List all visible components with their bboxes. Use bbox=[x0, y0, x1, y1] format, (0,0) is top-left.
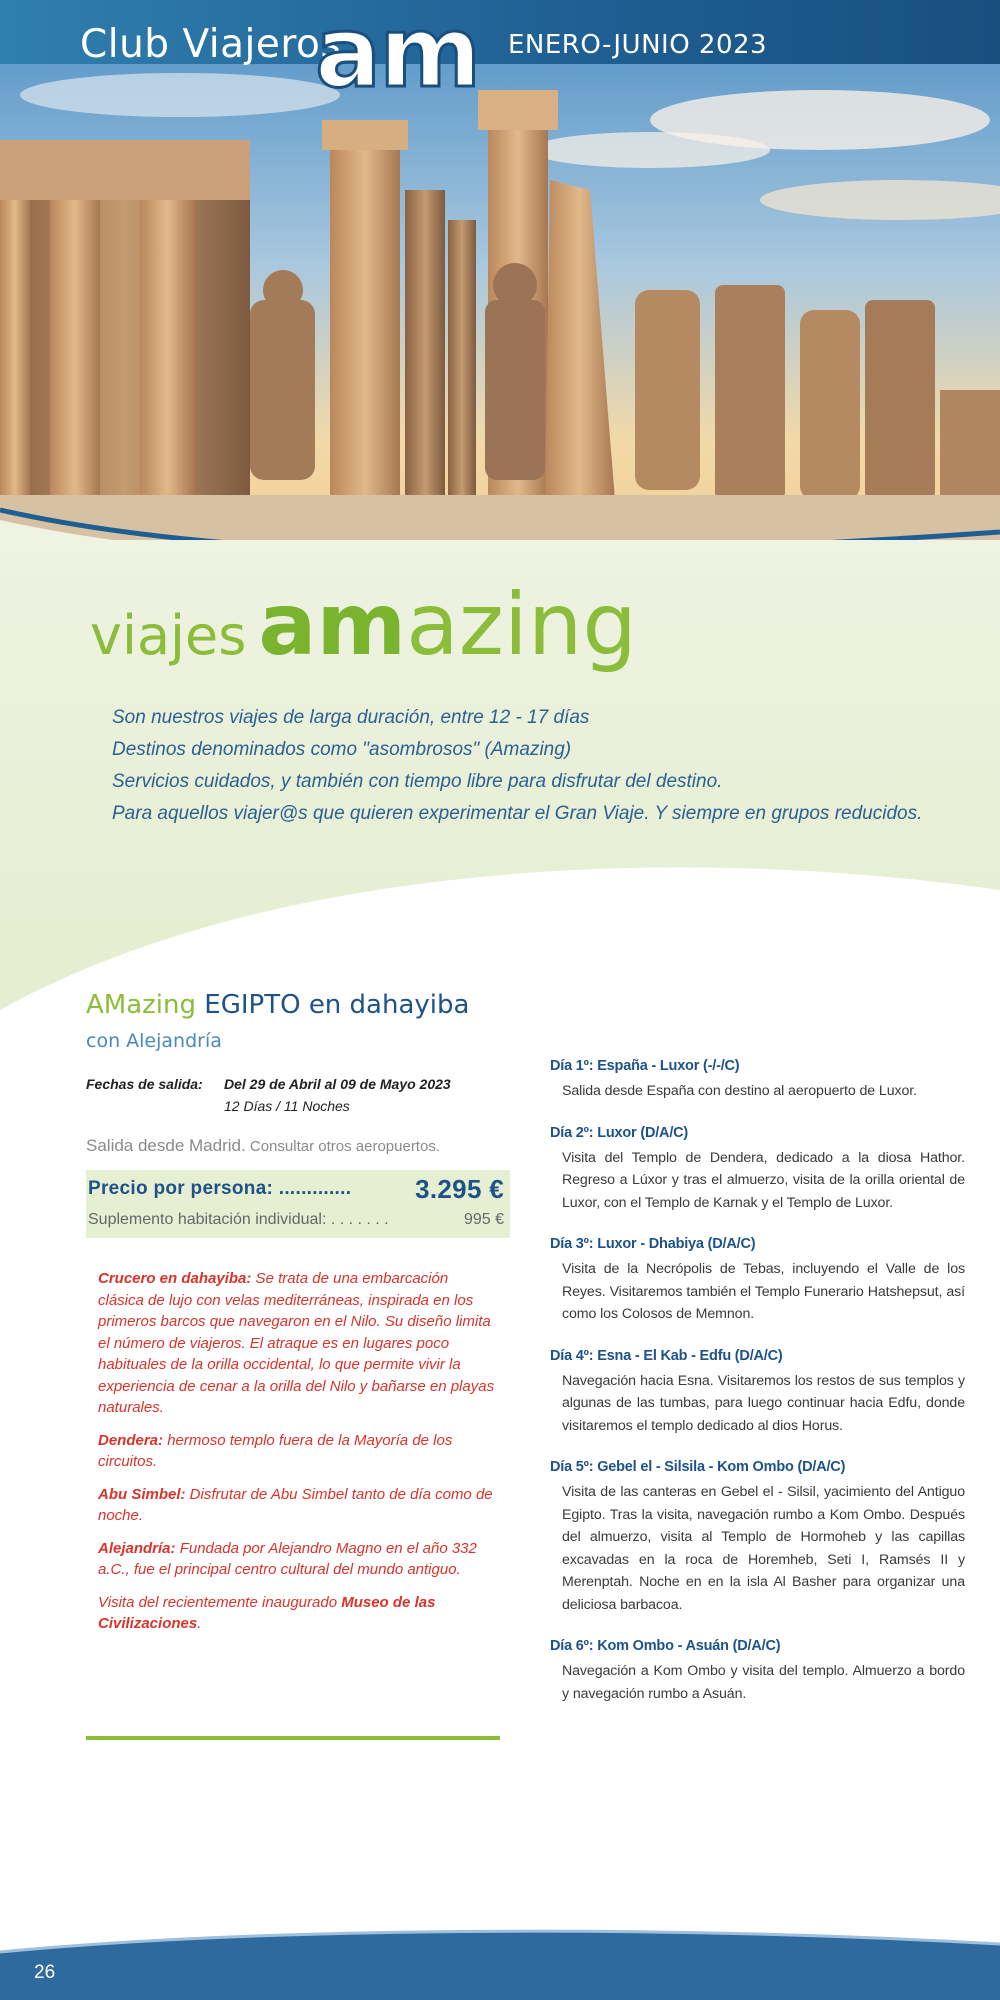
note-title: Crucero en dahayiba: bbox=[98, 1270, 252, 1287]
trip-summary bbox=[86, 990, 506, 1646]
price-value: 3.295 € bbox=[415, 1174, 504, 1204]
itinerary-day bbox=[550, 1236, 965, 1326]
trip-title-brand: AMazing bbox=[86, 990, 197, 1020]
note-crucero bbox=[98, 1268, 496, 1419]
note-abu-simbel bbox=[98, 1484, 496, 1527]
intro-line: Servicios cuidados, y también con tiempo libre para disfrutar del destino. bbox=[112, 771, 723, 792]
trip-title bbox=[86, 990, 506, 1020]
note-text: Visita del recientemente inaugurado bbox=[98, 1593, 342, 1611]
trip-duration: 12 Días / 11 Noches bbox=[224, 1098, 350, 1114]
dates-value: Del 29 de Abril al 09 de Mayo 2023 bbox=[224, 1076, 451, 1092]
note-title: Dendera: bbox=[98, 1431, 164, 1449]
day-description: Visita de la Necrópolis de Tebas, incluyendo el Valle de los Reyes. Visitaremos también el Templo Funerario Hatshepsut, así como los Colosos de Memnon. bbox=[562, 1261, 965, 1322]
price-label: Precio por persona: ............. bbox=[88, 1178, 352, 1199]
club-title: Club Viajeros bbox=[80, 22, 342, 67]
day-title: Día 1º: España - Luxor (-/-/C) bbox=[550, 1058, 740, 1074]
intro-line: Son nuestros viajes de larga duración, entre 12 - 17 días bbox=[112, 707, 590, 728]
note-text: Disfrutar de Abu Simbel tanto de día como de noche. bbox=[98, 1485, 493, 1524]
footer-band bbox=[0, 1920, 1000, 2000]
intro-line: Para aquellos viajer@s que quieren experimentar el Gran Viaje. Y siempre en grupos reducidos. bbox=[112, 803, 923, 824]
itinerary-day bbox=[550, 1125, 965, 1215]
day-description: Navegación a Kom Ombo y visita del templo. Almuerzo a bordo y navegación rumbo a Asuán. bbox=[562, 1663, 965, 1702]
period-label: ENERO-JUNIO 2023 bbox=[508, 30, 768, 60]
intro-line: Destinos denominados como "asombrosos" (Amazing) bbox=[112, 739, 572, 760]
brand-logo: am bbox=[315, 0, 480, 110]
intro-title-prefix: viajes bbox=[90, 604, 247, 667]
note-text: . bbox=[197, 1615, 202, 1632]
note-text: hermoso templo fuera de la Mayoría de los circuitos. bbox=[98, 1431, 453, 1470]
temple-photo bbox=[0, 0, 1000, 590]
price-box bbox=[86, 1170, 510, 1238]
supplement-label: Suplemento habitación individual: . . . . . . . bbox=[88, 1211, 389, 1228]
day-description: Navegación hacia Esna. Visitaremos los restos de sus templos y algunas de las tumbas, para luego continuar hacia Edfu, donde visitaremos el templo dedicado al dios Horus. bbox=[562, 1372, 965, 1434]
note-dendera bbox=[98, 1430, 496, 1473]
day-title: Día 6º: Kom Ombo - Asuán (D/A/C) bbox=[550, 1638, 781, 1654]
departure-city bbox=[86, 1136, 506, 1156]
intro-title bbox=[90, 575, 637, 675]
supplement-value: 995 € bbox=[463, 1211, 504, 1228]
note-museo bbox=[98, 1592, 496, 1635]
trip-title-destination: EGIPTO en dahayiba bbox=[196, 990, 470, 1020]
itinerary-day bbox=[550, 1638, 965, 1705]
day-description: Visita de las canteras en Gebel el - Silsil, yacimiento del Antiguo Egipto. Tras la visita, navegación rumbo a Kom Ombo. Después del almuerzo, visita al Templo de Hormoheb y las capillas excavadas en la roca de Horemheb, Seti I, Ramsés II y Merenptah. Noche en en la isla Al Basher para organizar una deliciosa barbacoa. bbox=[562, 1484, 965, 1613]
note-text: Fundada por Alejandro Magno en el año 332 a.C., fue el principal centro cultural del mundo antiguo. bbox=[98, 1539, 477, 1578]
price-row bbox=[88, 1174, 504, 1205]
trip-subtitle: con Alejandría bbox=[86, 1030, 222, 1052]
hero-banner bbox=[0, 0, 1000, 590]
trip-notes bbox=[86, 1268, 496, 1635]
itinerary bbox=[550, 1058, 965, 1727]
note-title: Museo de las Civilizaciones bbox=[98, 1593, 436, 1632]
itinerary-day bbox=[550, 1348, 965, 1438]
day-title: Día 4º: Esna - El Kab - Edfu (D/A/C) bbox=[550, 1347, 783, 1364]
supplement-row bbox=[88, 1211, 504, 1229]
departure-note: Consultar otros aeropuertos. bbox=[245, 1138, 440, 1155]
itinerary-day bbox=[550, 1058, 965, 1103]
dates-label: Fechas de salida: bbox=[86, 1076, 203, 1092]
divider bbox=[86, 1736, 500, 1740]
note-title: Abu Simbel: bbox=[98, 1485, 186, 1503]
day-title: Día 5º: Gebel el - Silsila - Kom Ombo (D/A/C) bbox=[550, 1459, 846, 1475]
note-alejandria bbox=[98, 1538, 496, 1581]
intro-lines bbox=[112, 702, 972, 830]
day-description: Salida desde España con destino al aeropuerto de Luxor. bbox=[562, 1083, 917, 1099]
page-number: 26 bbox=[34, 1962, 56, 1983]
intro-title-am: am bbox=[258, 575, 407, 675]
day-title: Día 2º: Luxor (D/A/C) bbox=[550, 1124, 689, 1141]
itinerary-day bbox=[550, 1459, 965, 1616]
departure-dates bbox=[86, 1076, 506, 1122]
note-title: Alejandría: bbox=[98, 1539, 176, 1557]
day-description: Visita del Templo de Dendera, dedicado a la diosa Hathor. Regreso a Lúxor y tras el almuerzo, visita de la orilla oriental de Luxor, con el Templo de Karnak y el Templo de Luxor. bbox=[562, 1149, 965, 1211]
departure-text: Salida desde Madrid. bbox=[86, 1136, 246, 1155]
day-title: Día 3º: Luxor - Dhabiya (D/A/C) bbox=[550, 1236, 756, 1252]
intro-title-rest: azing bbox=[406, 575, 637, 675]
note-text: Se trata de una embarcación clásica de lujo con velas mediterráneas, inspirada en los primeros barcos que navegaron en el Nilo. Su diseño limita el número de viajeros. El atraque es en lugares poco habituales de la orilla occidental, lo que permite vivir la experiencia de cenar a la orilla del Nilo y bañarse en playas naturales. bbox=[98, 1270, 495, 1416]
